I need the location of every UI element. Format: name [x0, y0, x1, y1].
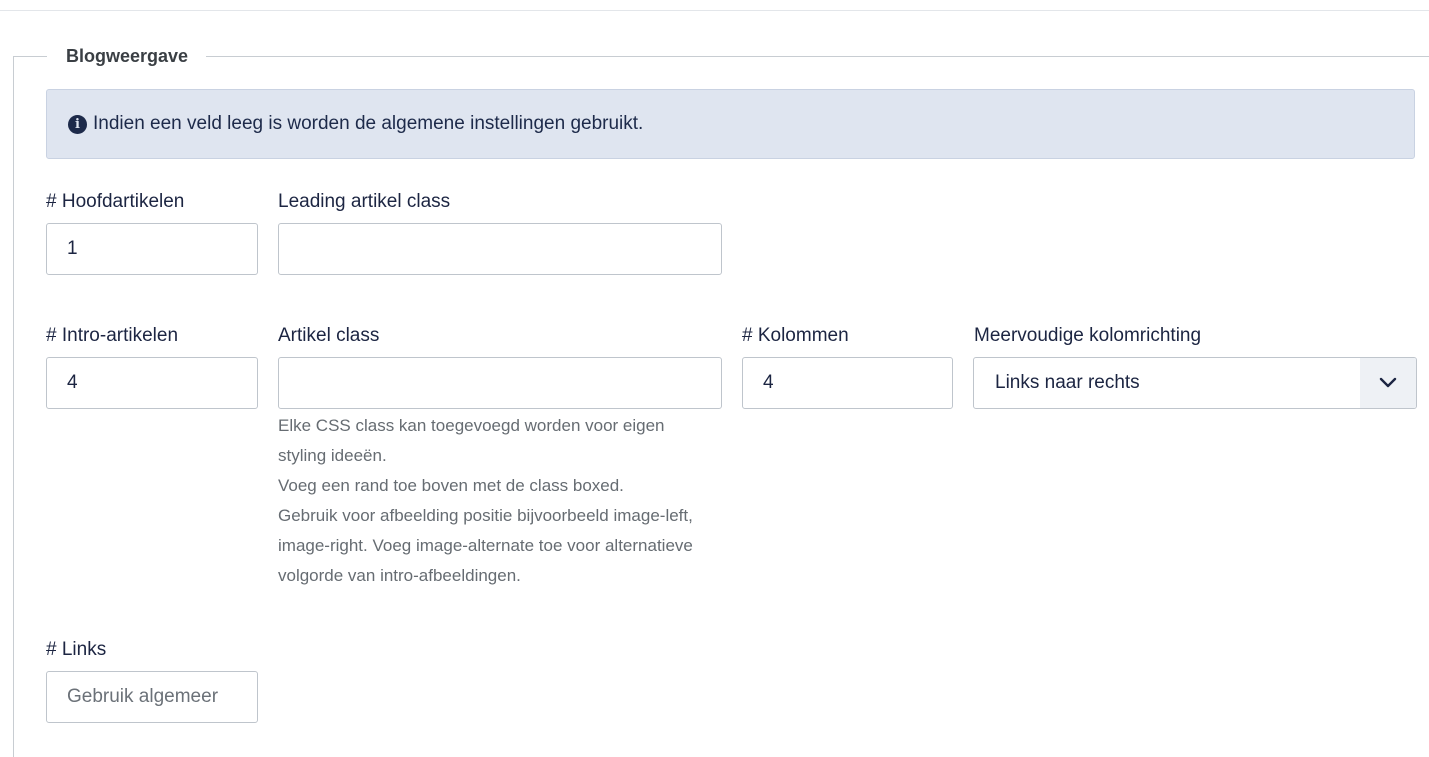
info-alert-text: Indien een veld leeg is worden de algemene instellingen gebruikt. — [93, 113, 644, 134]
fieldset-legend: Blogweergave — [47, 44, 206, 68]
columns-label: # Kolommen — [742, 325, 849, 346]
info-icon: i — [68, 115, 87, 134]
help-line: image-right. Voeg image-alternate toe voor alternatieve — [278, 536, 693, 555]
help-line: Gebruik voor afbeelding positie bijvoorbeeld image-left, — [278, 506, 693, 525]
multi-column-order-select[interactable] — [973, 357, 1417, 409]
columns-input[interactable]: 4 — [742, 357, 953, 409]
top-divider — [0, 10, 1429, 11]
links-label: # Links — [46, 639, 107, 660]
help-line: volgorde van intro-afbeeldingen. — [278, 566, 521, 585]
leading-count-label: # Hoofdartikelen — [46, 191, 185, 212]
help-line: Voeg een rand toe boven met de class boxed. — [278, 476, 624, 495]
article-class-label: Artikel class — [278, 325, 380, 346]
links-input[interactable]: Gebruik algemeer — [46, 671, 258, 723]
info-alert — [46, 89, 1415, 159]
multi-column-order-value: Links naar rechts — [995, 372, 1140, 393]
leading-class-input[interactable] — [278, 223, 722, 275]
leading-class-label: Leading artikel class — [278, 191, 451, 212]
help-line: styling ideeën. — [278, 446, 387, 465]
help-line: Elke CSS class kan toegevoegd worden voor eigen — [278, 416, 665, 435]
intro-count-input[interactable]: 4 — [46, 357, 258, 409]
multi-column-order-label: Meervoudige kolomrichting — [974, 325, 1202, 346]
article-class-input[interactable] — [278, 357, 722, 409]
select-toggle[interactable] — [1360, 358, 1416, 408]
article-class-help — [278, 411, 718, 591]
intro-count-label: # Intro-artikelen — [46, 325, 179, 346]
leading-count-input[interactable]: 1 — [46, 223, 258, 275]
chevron-down-icon — [1379, 377, 1397, 389]
